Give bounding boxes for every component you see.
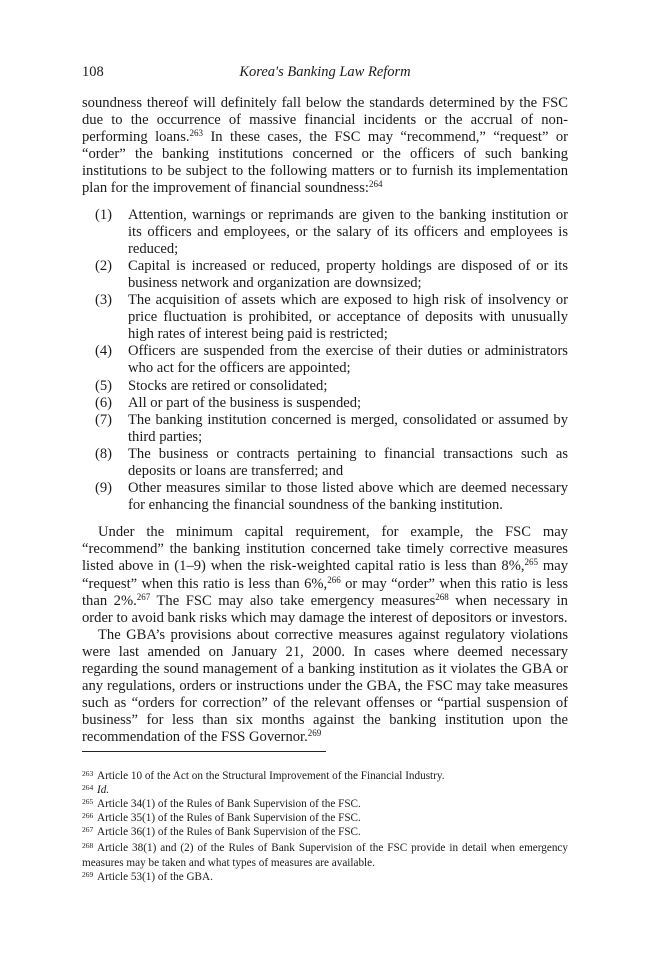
list-item xyxy=(82,480,568,514)
list-item-text: Capital is increased or reduced, property holdings are disposed of or its business network and organization are downsized; xyxy=(128,257,568,291)
footnote-266 xyxy=(82,811,568,825)
list-item-number: (4) xyxy=(95,343,113,360)
footnote-number: 268 xyxy=(82,841,94,851)
list-item xyxy=(82,292,568,343)
list-item-number: (9) xyxy=(95,480,113,497)
footnote-text: Article 35(1) of the Rules of Bank Supervision of the FSC. xyxy=(97,812,361,825)
footnote-text: Article 10 of the Act on the Structural Improvement of the Financial Industry. xyxy=(97,770,445,782)
footnote-ref-265[interactable]: 265 xyxy=(524,557,539,568)
footnote-ref-267[interactable]: 267 xyxy=(136,591,151,602)
footnote-text: Article 34(1) of the Rules of Bank Supervision of the FSC. xyxy=(97,798,361,811)
paragraph-soundness: soundness thereof will definitely fall below the standards determined by the FSC due to the occurrence of massive financial incidents or the accrual of non-performing loans.$^{263}$ In these cases, the FSC may “recommend,” “request” or “order” the banking institutions concerned or the officers of such banking institutions to be subject to the following matters or to furnish its implementation plan for the improvement of financial soundness:$^{264}$ xyxy=(82,95,568,197)
footnote-265 xyxy=(82,797,568,811)
list-item-text: Attention, warnings or reprimands are given to the banking institution or its officers and employees, or the salary of its officers and employees is reduced; xyxy=(128,206,568,257)
list-item-text: The banking institution concerned is merged, consolidated or assumed by third parties; xyxy=(128,411,568,445)
footnote-number: 265 xyxy=(82,797,94,807)
list-item-text: Stocks are retired or consolidated; xyxy=(128,377,328,394)
list-item-text: Other measures similar to those listed above which are deemed necessary for enhancing the financial soundness of the banking institution. xyxy=(128,480,568,514)
footnotes xyxy=(82,769,568,884)
list-item xyxy=(82,258,568,292)
footnote-text: Article 38(1) and (2) of the Rules of Bank Supervision of the FSC provide in detail when emergency measures may be taken and what types of measures are available. xyxy=(82,842,568,869)
footnote-text: Article 53(1) of the GBA. xyxy=(97,870,213,883)
running-title: Korea's Banking Law Reform xyxy=(239,64,411,80)
list-item-text: The business or contracts pertaining to financial transactions such as deposits or loans are transferred; and xyxy=(128,445,568,479)
main-text xyxy=(82,95,568,746)
corrective-measures-list xyxy=(82,207,568,515)
footnote-number: 263 xyxy=(82,769,94,778)
paragraph-gba-provisions: The GBA’s provisions about corrective measures against regulatory violations were last amended on January 21, 2000. In cases where deemed necessary regarding the sound management of a banking institution as it violates the GBA or any regulations, orders or instructions under the GBA, the FSC may take measures such as “orders for correction” of the relevant offenses or “partial suspension of business” for less than six months against the banking institution upon the recommendation of the FSS Governor.$^{269}$ xyxy=(82,626,568,746)
footnote-text: Article 36(1) of the Rules of Bank Supervision of the FSC. xyxy=(97,826,361,839)
footnote-number: 269 xyxy=(82,869,94,879)
list-item xyxy=(82,378,568,395)
footnote-ref-264[interactable]: 264 xyxy=(368,179,383,190)
list-item xyxy=(82,412,568,446)
paragraph-capital-requirement: Under the minimum capital requirement, for example, the FSC may “recommend” the banking institution concerned take timely corrective measures listed above in (1–9) when the risk-weighted capital ratio is less than 8%,$^{265}$ may “request” when this ratio is less than 6%,$^{266}$ or may “order” when this ratio is less than 2%.$^{267}$ The FSC may also take emergency measures$^{268}$ when necessary in order to avoid bank risks which may damage the interest of depositors or investors. xyxy=(82,524,568,626)
footnote-267 xyxy=(82,825,568,839)
list-item-text: The acquisition of assets which are exposed to high risk of insolvency or price fluctuation is prohibited, or acceptance of deposits with unusually high rates of interest being paid is restricted; xyxy=(128,292,568,343)
list-item-number: (7) xyxy=(95,411,113,428)
list-item xyxy=(82,446,568,480)
list-item-number: (2) xyxy=(95,257,113,274)
list-item xyxy=(82,207,568,258)
list-item-number: (8) xyxy=(95,445,113,462)
footnote-268 xyxy=(82,839,568,869)
footnote-ref-266[interactable]: 266 xyxy=(327,574,341,585)
footnote-number: 267 xyxy=(82,825,94,835)
list-item-text: Officers are suspended from the exercise of their duties or administrators who act for the officers are appointed; xyxy=(128,343,568,377)
list-item-number: (5) xyxy=(95,377,113,394)
footnote-ref-269[interactable]: 269 xyxy=(307,728,322,739)
list-item-number: (3) xyxy=(95,292,113,309)
page-header xyxy=(82,64,568,84)
footnote-ref-268[interactable]: 268 xyxy=(435,591,449,602)
footnote-269 xyxy=(82,870,568,884)
list-item-text: All or part of the business is suspended; xyxy=(128,394,362,411)
footnote-number: 264 xyxy=(82,783,94,793)
footnote-text: Id. xyxy=(97,784,110,797)
footnote-264 xyxy=(82,783,568,797)
footnote-263 xyxy=(82,769,568,783)
footnote-ref-263[interactable]: 263 xyxy=(189,128,204,139)
footnote-number: 266 xyxy=(82,811,94,821)
list-item-number: (1) xyxy=(95,206,113,223)
footnote-separator xyxy=(82,751,326,752)
list-item xyxy=(82,395,568,412)
list-item xyxy=(82,343,568,377)
list-item-number: (6) xyxy=(95,394,113,411)
page-number: 108 xyxy=(82,64,104,80)
